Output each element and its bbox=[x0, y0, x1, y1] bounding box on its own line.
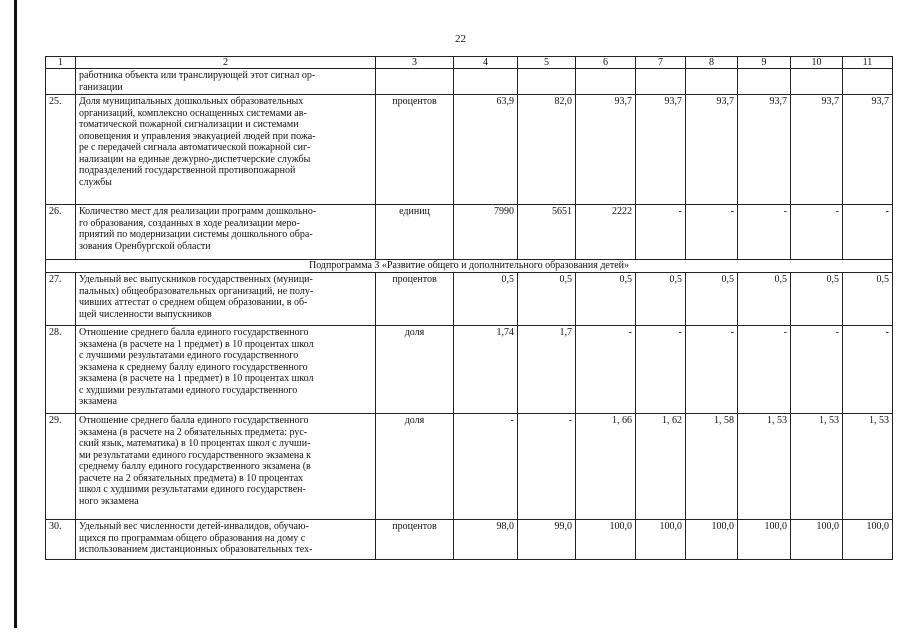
value-cell: 0,5 bbox=[636, 273, 686, 326]
value-cell: 100,0 bbox=[738, 520, 791, 560]
value-cell: 63,9 bbox=[454, 95, 518, 205]
value-cell: - bbox=[738, 326, 791, 414]
unit-cell: процентов bbox=[376, 273, 454, 326]
value-cell: 0,5 bbox=[686, 273, 738, 326]
value-cell: - bbox=[686, 205, 738, 260]
value-cell: - bbox=[843, 205, 893, 260]
unit-cell: доля bbox=[376, 414, 454, 520]
value-cell: - bbox=[636, 326, 686, 414]
unit-cell bbox=[376, 69, 454, 95]
value-cell: 100,0 bbox=[576, 520, 636, 560]
value-cell: - bbox=[686, 326, 738, 414]
table-row bbox=[46, 520, 893, 560]
value-cell bbox=[738, 69, 791, 95]
indicator-name: Доля муниципальных дошкольных образовательных организаций, комплексно оснащенных системами ав- томатической пожарной сигнализации и системами оповещения и управления эвакуацией людей при пожа- ре с передачей сигнала автоматической пожарной сиг- нализации на единые дежурно-диспетчерские службы подразделений государственной противопожарной службы bbox=[76, 95, 376, 205]
value-cell: 0,5 bbox=[576, 273, 636, 326]
value-cell: 1,7 bbox=[518, 326, 576, 414]
indicator-name: Удельный вес выпускников государственных (муници- пальных) общеобразовательных организаций, не полу- чивших аттестат о среднем общем образовании, в об- щей численности выпускников bbox=[76, 273, 376, 326]
column-header: 7 bbox=[636, 57, 686, 69]
value-cell bbox=[636, 69, 686, 95]
value-cell: 93,7 bbox=[791, 95, 843, 205]
row-number: 25. bbox=[46, 95, 76, 205]
table-row bbox=[46, 326, 893, 414]
unit-cell: единиц bbox=[376, 205, 454, 260]
indicator-name: работника объекта или транслирующей этот сигнал ор- ганизации bbox=[76, 69, 376, 95]
table-row bbox=[46, 273, 893, 326]
row-number bbox=[46, 69, 76, 95]
value-cell: - bbox=[576, 326, 636, 414]
value-cell: - bbox=[791, 326, 843, 414]
value-cell: 93,7 bbox=[843, 95, 893, 205]
value-cell: 2222 bbox=[576, 205, 636, 260]
value-cell: 0,5 bbox=[843, 273, 893, 326]
indicators-table bbox=[45, 56, 893, 560]
value-cell: 93,7 bbox=[686, 95, 738, 205]
value-cell: 100,0 bbox=[686, 520, 738, 560]
column-header-row bbox=[46, 57, 893, 69]
indicator-name: Отношение среднего балла единого государственного экзамена (в расчете на 2 обязательных предмета: рус- ский язык, математика) в 10 процентах школ с лучши- ми результатами единого государственного экзамена к среднему баллу единого государственного экзамена (в расчете на 2 обязательных предмета) в 10 процентах школ с худшими результатами единого государствен- ного экзамена bbox=[76, 414, 376, 520]
column-header: 9 bbox=[738, 57, 791, 69]
row-number: 27. bbox=[46, 273, 76, 326]
indicator-name: Удельный вес численности детей-инвалидов, обучаю- щихся по программам общего образования на дому с использованием дистанционных образовательных тех- bbox=[76, 520, 376, 560]
value-cell: 100,0 bbox=[636, 520, 686, 560]
indicator-name: Отношение среднего балла единого государственного экзамена (в расчете на 1 предмет) в 10 процентах школ с лучшими результатами единого государственного экзамена к среднему баллу единого государственного экзамена (в расчете на 1 предмет) в 10 процентах школ с худшими результатами единого государственного экзамена bbox=[76, 326, 376, 414]
value-cell: - bbox=[518, 414, 576, 520]
row-number: 26. bbox=[46, 205, 76, 260]
value-cell: 1, 53 bbox=[843, 414, 893, 520]
value-cell: 0,5 bbox=[454, 273, 518, 326]
page-number: 22 bbox=[455, 33, 466, 45]
row-number: 29. bbox=[46, 414, 76, 520]
value-cell: 5651 bbox=[518, 205, 576, 260]
value-cell: 100,0 bbox=[791, 520, 843, 560]
column-header: 2 bbox=[76, 57, 376, 69]
value-cell: 100,0 bbox=[843, 520, 893, 560]
value-cell: 1,74 bbox=[454, 326, 518, 414]
table-row bbox=[46, 95, 893, 205]
value-cell: 0,5 bbox=[738, 273, 791, 326]
value-cell: - bbox=[636, 205, 686, 260]
value-cell: 7990 bbox=[454, 205, 518, 260]
indicator-name: Количество мест для реализации программ дошкольно- го образования, созданных в ходе реализации меро- приятий по модернизации системы дошкольного обра- зования Оренбургской области bbox=[76, 205, 376, 260]
row-number: 28. bbox=[46, 326, 76, 414]
value-cell: 0,5 bbox=[791, 273, 843, 326]
unit-cell: процентов bbox=[376, 520, 454, 560]
column-header: 5 bbox=[518, 57, 576, 69]
value-cell: 1, 58 bbox=[686, 414, 738, 520]
value-cell: 82,0 bbox=[518, 95, 576, 205]
value-cell bbox=[791, 69, 843, 95]
column-header: 1 bbox=[46, 57, 76, 69]
value-cell: 1, 66 bbox=[576, 414, 636, 520]
value-cell bbox=[518, 69, 576, 95]
table-row bbox=[46, 69, 893, 95]
value-cell: - bbox=[738, 205, 791, 260]
value-cell bbox=[454, 69, 518, 95]
value-cell: - bbox=[791, 205, 843, 260]
value-cell bbox=[686, 69, 738, 95]
column-header: 10 bbox=[791, 57, 843, 69]
column-header: 4 bbox=[454, 57, 518, 69]
unit-cell: процентов bbox=[376, 95, 454, 205]
value-cell bbox=[843, 69, 893, 95]
value-cell: 1, 53 bbox=[738, 414, 791, 520]
section-title: Подпрограмма 3 «Развитие общего и дополнительного образования детей» bbox=[46, 260, 893, 273]
value-cell bbox=[576, 69, 636, 95]
table-row bbox=[46, 205, 893, 260]
value-cell: 1, 62 bbox=[636, 414, 686, 520]
column-header: 8 bbox=[686, 57, 738, 69]
value-cell: 99,0 bbox=[518, 520, 576, 560]
unit-cell: доля bbox=[376, 326, 454, 414]
section-row bbox=[46, 260, 893, 273]
value-cell: 93,7 bbox=[576, 95, 636, 205]
value-cell: 98,0 bbox=[454, 520, 518, 560]
column-header: 3 bbox=[376, 57, 454, 69]
binding-edge bbox=[14, 0, 17, 628]
value-cell: 1, 53 bbox=[791, 414, 843, 520]
row-number: 30. bbox=[46, 520, 76, 560]
value-cell: 93,7 bbox=[738, 95, 791, 205]
value-cell: - bbox=[843, 326, 893, 414]
value-cell: 0,5 bbox=[518, 273, 576, 326]
value-cell: - bbox=[454, 414, 518, 520]
value-cell: 93,7 bbox=[636, 95, 686, 205]
column-header: 6 bbox=[576, 57, 636, 69]
column-header: 11 bbox=[843, 57, 893, 69]
table-row bbox=[46, 414, 893, 520]
